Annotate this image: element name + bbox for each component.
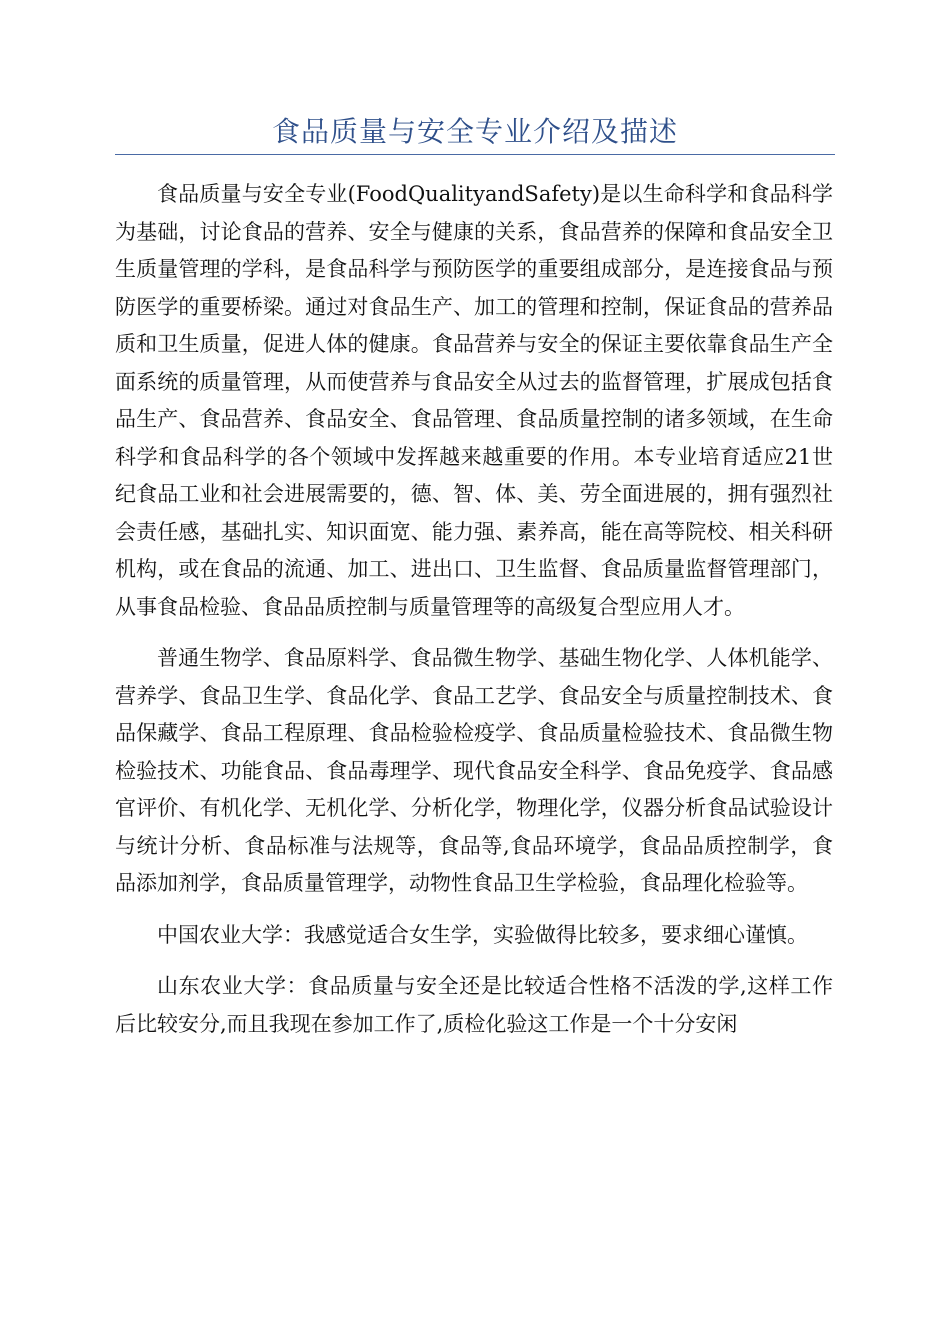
paragraph-sdau-comment: 山东农业大学：食品质量与安全还是比较适合性格不活泼的学,这样工作后比较安分,而且我现在参加工作了,质检化验这工作是一个十分安闲 — [115, 974, 833, 1036]
document-body — [115, 176, 833, 1057]
title-underline — [115, 154, 835, 155]
paragraph-intro: 食品质量与安全专业(FoodQualityandSafety)是以生命科学和食品科学为基础，讨论食品的营养、安全与健康的关系，食品营养的保障和食品安全卫生质量管理的学科，是食品科学与预防医学的重要组成部分，是连接食品与预防医学的重要桥梁。通过对食品生产、加工的管理和控制，保证食品的营养品质和卫生质量，促进人体的健康。食品营养与安全的保证主要依靠食品生产全面系统的质量管理，从而使营养与食品安全从过去的监督管理，扩展成包括食品生产、食品营养、食品安全、食品管理、食品质量控制的诸多领域，在生命科学和食品科学的各个领域中发挥越来越重要的作用。本专业培育适应21世纪食品工业和社会进展需要的，德、智、体、美、劳全面进展的，拥有强烈社会责任感，基础扎实、知识面宽、能力强、素养高，能在高等院校、相关科研机构，或在食品的流通、加工、进出口、卫生监督、食品质量监督管理部门，从事食品检验、食品品质控制与质量管理等的高级复合型应用人才。 — [115, 182, 833, 619]
paragraph-courses: 普通生物学、食品原料学、食品微生物学、基础生物化学、人体机能学、营养学、食品卫生学、食品化学、食品工艺学、食品安全与质量控制技术、食品保藏学、食品工程原理、食品检验检疫学、食品质量检验技术、食品微生物检验技术、功能食品、食品毒理学、现代食品安全科学、食品免疫学、食品感官评价、有机化学、无机化学、分析化学，物理化学，仪器分析食品试验设计与统计分析、食品标准与法规等，食品等,食品环境学，食品品质控制学，食品添加剂学，食品质量管理学，动物性食品卫生学检验，食品理化检验等。 — [115, 646, 833, 895]
document-title: 食品质量与安全专业介绍及描述 — [271, 115, 678, 148]
paragraph-cau-comment: 中国农业大学：我感觉适合女生学，实验做得比较多，要求细心谨慎。 — [157, 922, 808, 947]
